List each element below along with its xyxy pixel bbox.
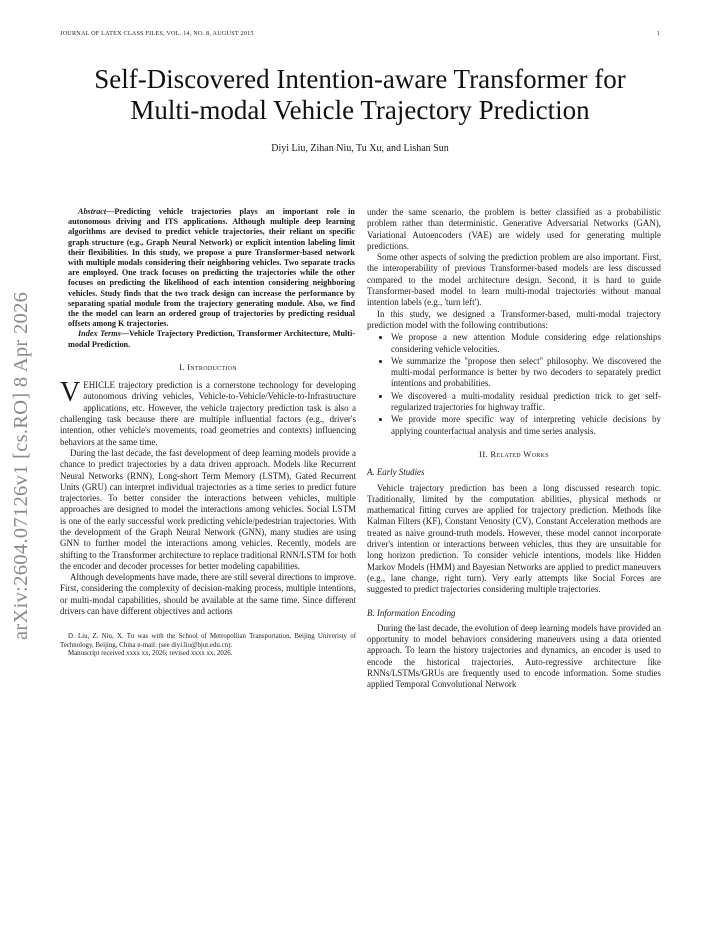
information-encoding-paragraph: During the last decade, the evolution of deep learning models have provided an opportunity to model behaviors considering maneuvers using a data oriented approach. To learn the history trajectories and dynamics, an encoder is used to encode the historical trajectories. Auto-regressive architecture like RNNs/LSTMs/GRUs are frequently used to encode information. Some studies applied Temporal Convolutional Network [367, 622, 661, 690]
running-header [60, 30, 660, 37]
index-terms [60, 329, 356, 349]
footnote [60, 633, 356, 658]
early-studies-paragraph: Vehicle trajectory prediction has been a long discussed research topic. Traditionally, limited by the computation abilities, physical methods or mathematical fitting curves are applied for trajectory prediction. Methods like Kalman Filters (KF), Constant Venosity (CV), Constant Acceleration methods are treated as naive ground-truth models. However, these model cannot incorporate driver's intention or interactions between vehicles, thus they are unsuitable for long horizon prediction. To consider vehicle intentions, models like Hidden Markov Models (HMM) and Bayesian Networks are applied to predict maneuvers (e.g., lane change, right turn). Very early attempts like Social Forces are suggested to predict trajectories considering multiple trajectories. [367, 482, 661, 595]
footnote-received: Manuscript received xxxx xx, 2026; revised xxxx xx, 2026. [68, 649, 233, 657]
abstract-text: —Predicting vehicle trajectories plays an important role in autonomous driving and ITS applications. Although multiple deep learning algorithms are devised to predict vehicle trajectories, their reliant on specific graph structure (e.g., Graph Neural Network) or explicit intention labeling limit their flexibilities. In this study, we propose a pure Transformer-based network with multiple modals considering their neighboring vehicles. Two separate tracks are employed. One track focuses on predicting the trajectories while the other focuses on predicting the likelihood of each intention considering neighboring vehicles. Study finds that the two track design can increase the performance by separating spatial module from the trajectory generating module. Also, we find the the model can learn an ordered group of trajectories by predicting residual offsets among K trajectories. [68, 207, 355, 329]
list-item: • We discovered a multi-modality residual prediction trick to get self-regularized trajectories for highway traffic. [391, 391, 661, 414]
intro-paragraph-5: Some other aspects of solving the prediction problem are also important. First, the interoperability of previous Transformer-based models are less discussed compared to the model architecture design. Second, it is hard to guide Transformer-based model to learn multi-modal trajectories without manual intention labels (e.g., 'turn left'). [367, 252, 661, 308]
subsection-heading-early-studies: A. Early Studies [367, 467, 425, 478]
list-item: • We summarize the "propose then select" philosophy. We discovered the multi-modal performance is better by two decoders to separately predict intentions and probabilities. [391, 356, 661, 390]
index-terms-text: —Vehicle Trajectory Prediction, Transformer Architecture, Multi-modal Prediction. [68, 329, 356, 349]
abstract-label: Abstract [78, 207, 107, 216]
contribution-list [367, 332, 661, 437]
list-item: • We provide more specific way of interpreting vehicle decisions by applying counterfactual analysis and time series analysis. [391, 414, 661, 437]
section-heading-introduction: I. Introduction [179, 361, 237, 372]
drop-cap: V [60, 377, 81, 409]
intro-paragraph-4: under the same scenario, the problem is better classified as a probabilistic problem rather than deterministic. Generative Adversarial Networks (GAN), Variational Autoencoders (VAE) are widely used for generating multiple predictions. [367, 207, 661, 251]
paper-title: Self-Discovered Intention-aware Transformer for Multi-modal Vehicle Trajectory Prediction [94, 64, 626, 125]
intro-paragraph-3: Although developments have made, there are still several directions to improve. First, considering the complexity of decision-making process, multiple intentions, or multi-modal capabilities, should be available at the same time. Since different drivers can have different objectives and actions [60, 572, 356, 617]
intro-paragraph-1: VEHICLE trajectory prediction is a cornerstone technology for developing autonomous driving vehicles, Vehicle-to-Vehicle/Vehicle-to-Infrastructure applications, etc. However, the vehicle trajectory prediction task is also a challenging task because there are multiple influential factors (e.g., driver's intention, other vehicle's movements, road geometries and contexts) influencing behaviors at the same time. [60, 377, 356, 447]
journal-name: JOURNAL OF LATEX CLASS FILES, VOL. 14, NO. 8, AUGUST 2015 [60, 30, 254, 37]
abstract [60, 207, 356, 329]
subsection-heading-information-encoding: B. Information Encoding [367, 607, 456, 618]
right-column [367, 207, 661, 691]
left-column [60, 207, 356, 658]
footnote-affiliation: D. Liu, Z. Niu, X. Tu was with the School of Metropolitan Transportation, Beijing Univeristy of Technology, Beijing, China e-mail: (see diyi.liu@bjut.edu.cn). [60, 633, 356, 649]
intro-paragraph-2: During the last decade, the fast development of deep learning models provide a chance to predict trajectories by a data driven approach. Models like Recurrent Neural Networks (RNN), Long-short Term Memory (LSTM), Gated Recurrent Units (GRU) can interpret individual trajectories as a time series to predict future trajectories. To better consider the interactions between vehicles, multiple approaches are designed to model the interactions among vehicles. Social LSTM is one of the early successful work predicting vehicle/pedestrian trajectories. With the development of the Graph Neural Network (GNN), many studies are using GNN to further model the interactions among vehicles. Recently, models are shifting to the Transformer architecture to replace traditional RNN/LSTM for both the encoder and decoder processes for better modeling capabilities. [60, 447, 356, 571]
page-number: 1 [656, 30, 660, 37]
list-item: • We propose a new attention Module considering edge relationships considering vehicle velocities. [391, 332, 661, 355]
intro-paragraph-6: In this study, we designed a Transformer-based, multi-modal trajectory prediction model with the following contributions: [367, 308, 661, 330]
index-terms-label: Index Terms [78, 329, 121, 339]
arxiv-stamp: arXiv:2604.07126v1 [cs.RO] 8 Apr 2026 [10, 291, 32, 640]
author-list: Diyi Liu, Zihan Niu, Tu Xu, and Lishan Sun [271, 143, 449, 154]
section-heading-related-works: II. Related Works [479, 448, 549, 459]
